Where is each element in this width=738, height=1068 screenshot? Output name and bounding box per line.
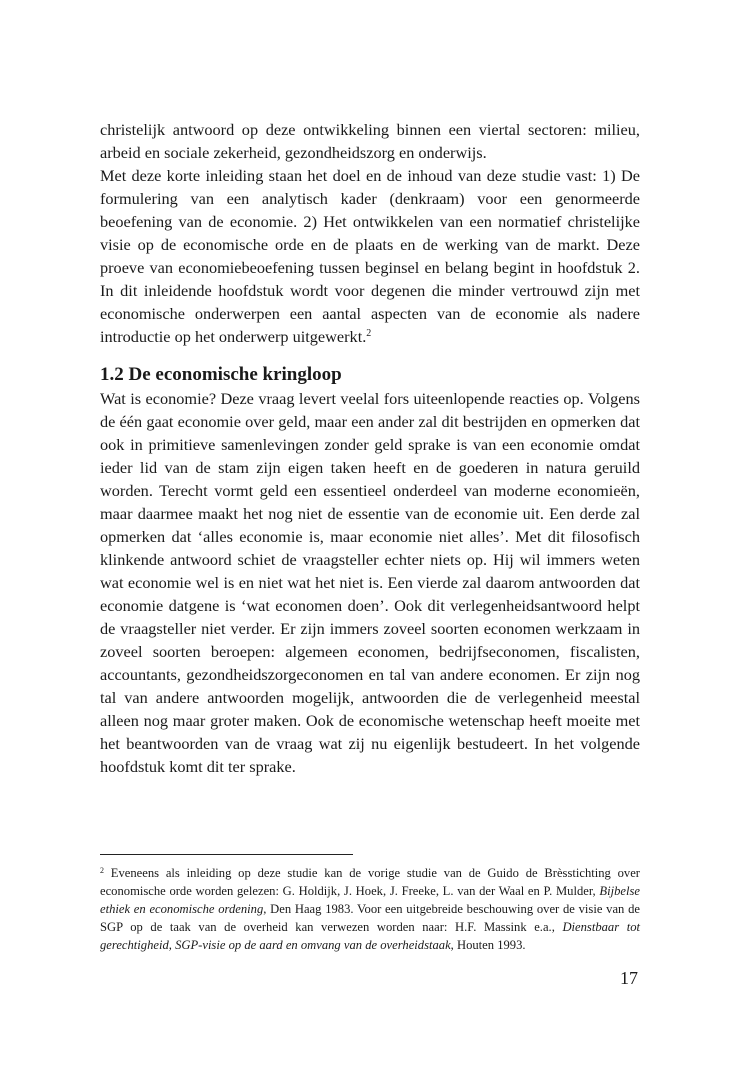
footnote-reference[interactable]: 2 — [366, 328, 372, 339]
footnote-text-2: , Den Haag 1983. Voor een uitgebreide beschouwing over de visie van de SGP op de taak van de overheid kan verwezen worden naar: H.F. Massink e.a., — [100, 902, 640, 934]
footnote-title-2: Dienstbaar tot gerechtigheid, SGP-visie op de aard en omvang van de overheidstaak — [100, 920, 640, 952]
footnote-title-1: Bijbelse ethiek en economische ordening — [100, 884, 640, 916]
section-paragraph: Wat is economie? Deze vraag levert veelal fors uiteenlopende reacties op. Volgens de één gaat economie over geld, maar een ander zal dit bestrijden en opmerken dat ook in primitieve samenlevingen zonder geld sprake is van een economie omdat ieder lid van de stam zijn eigen taken heeft en de goederen in natura geruild worden. Terecht vormt geld een essentieel onderdeel van moderne economieën, maar daarmee maakt het nog niet de essentie van de economie uit. Een derde zal opmerken dat ‘alles economie is, maar economie niet alles’. Met dit filosofisch klinkende antwoord schiet de vraagsteller echter niets op. Hij wil immers weten wat economie wel is en niet wat het niet is. Een vierde zal daarom antwoorden dat economie datgene is ‘wat economen doen’. Ook dit verlegenheidsantwoord helpt de vraagsteller niet verder. Er zijn immers zoveel soorten economen werkzaam in zoveel soorten beroepen: algemeen economen, bedrijfseconomen, fiscalisten, accountants, gezondheidszorgeconomen en tal van andere economen. Er zijn nog tal van andere antwoorden mogelijk, antwoorden die de verlegenheid meestal alleen nog maar groter maken. Ook de economische wetenschap heeft moeite met het beantwoorden van de vraag wat zij nu eigenlijk bestudeert. In het volgende hoofdstuk komt dit ter sprake. — [100, 389, 640, 776]
page-number: 17 — [620, 968, 638, 988]
intro-paragraph-2 — [100, 164, 640, 348]
footnote-divider — [100, 854, 353, 855]
page-body — [100, 118, 640, 778]
intro-paragraph-2-text: Met deze korte inleiding staan het doel en de inhoud van deze studie vast: 1) De formulering van een analytisch kader (denkraam) voor een genormeerde beoefening van de economie. 2) Het ontwikkelen van een normatief christelijke visie op de economische orde en de plaats en de werking van de markt. Deze proeve van economiebeoefening tussen beginsel en belang begint in hoofdstuk 2. In dit inleidende hoofdstuk wordt voor degenen die minder vertrouwd zijn met economische onderwerpen een aantal aspecten van de economie als nadere introductie op het onderwerp uitgewerkt. — [100, 166, 640, 346]
footnote-text-3: , Houten 1993. — [450, 938, 526, 952]
footnote-number: 2 — [100, 866, 104, 875]
section-heading: 1.2 De economische kringloop — [100, 364, 342, 385]
footnote-text-1: Eveneens als inleiding op deze studie kan de vorige studie van de Guido de Brèsstichting over economische orde worden gelezen: G. Holdijk, J. Hoek, J. Freeke, L. van der Waal en P. Mulder, — [100, 866, 640, 898]
intro-paragraph-1: christelijk antwoord op deze ontwikkeling binnen een viertal sectoren: milieu, arbeid en sociale zekerheid, gezondheidszorg en onderwijs. — [100, 120, 640, 162]
footnote — [100, 864, 640, 954]
